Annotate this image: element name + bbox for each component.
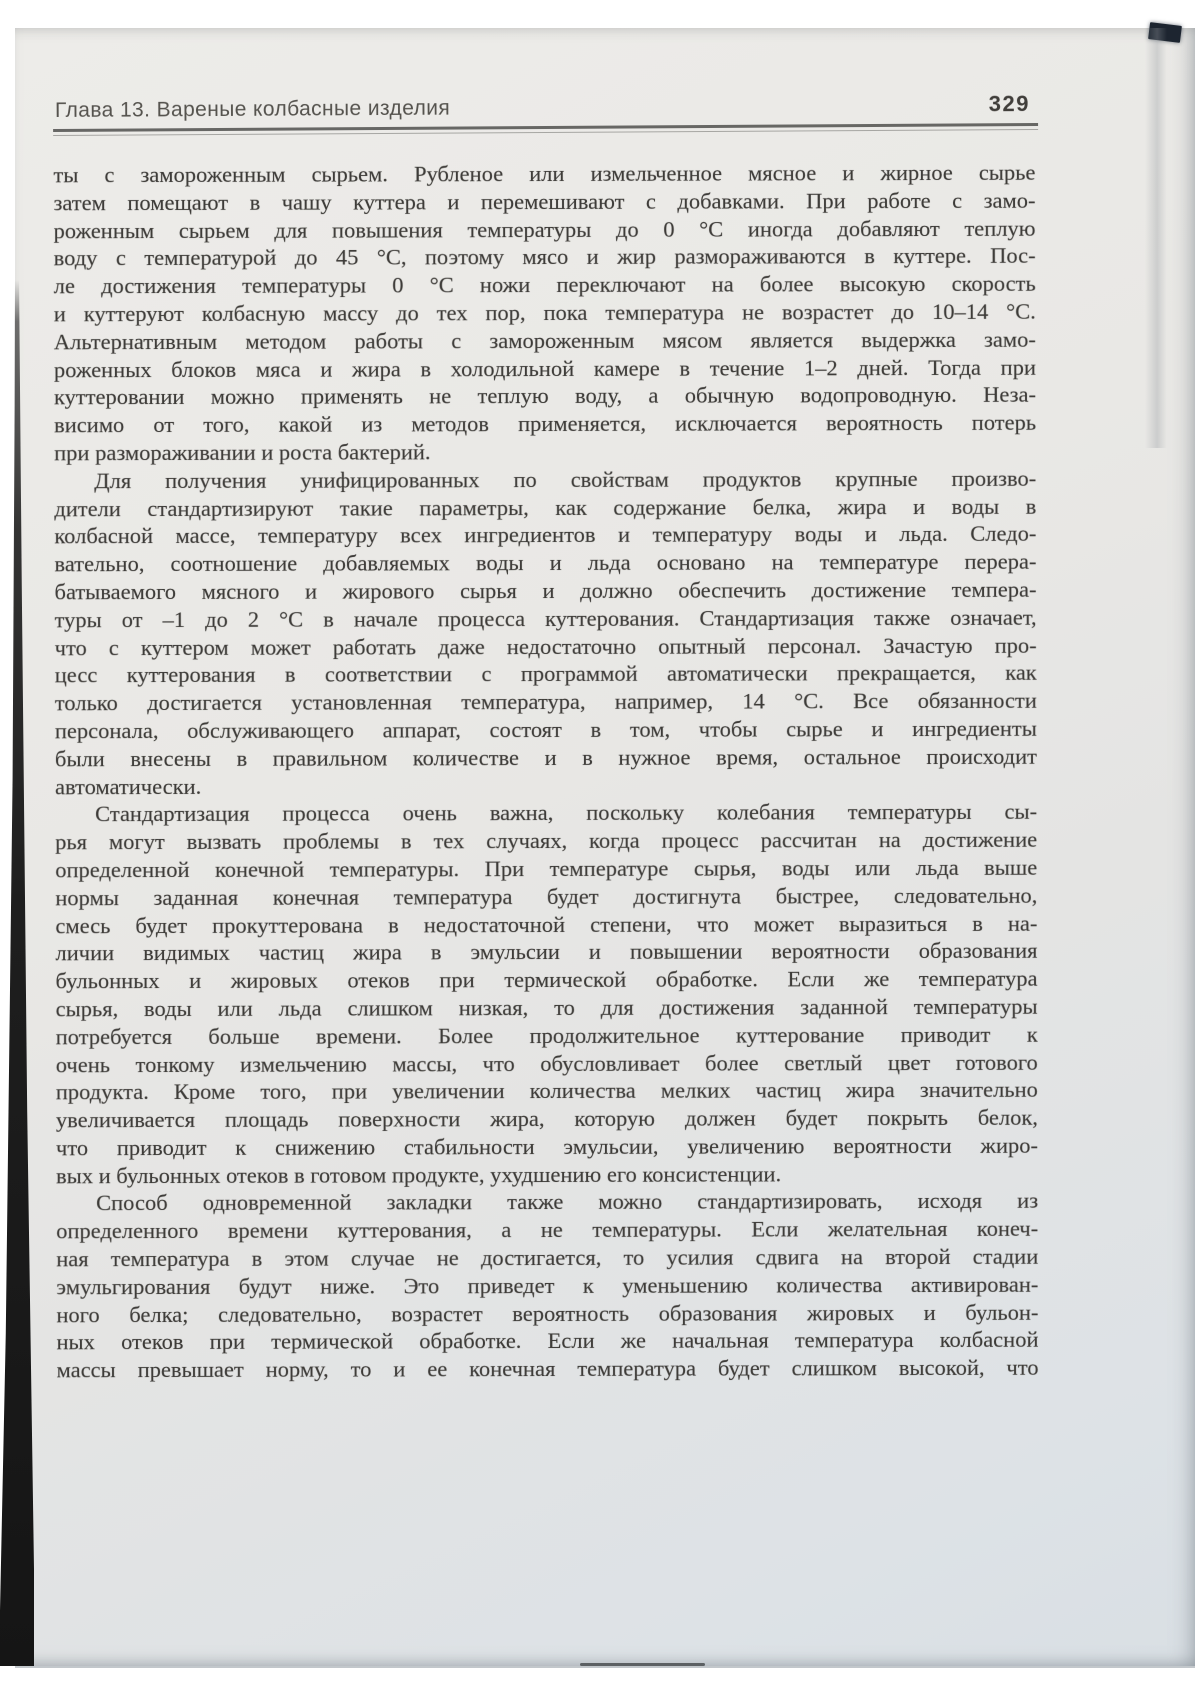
text-line: ная температура в этом случае не достигается, то усилия сдвига на второй стадии	[56, 1243, 1039, 1272]
running-head	[53, 91, 1038, 136]
text-line: персонала, обслуживающего аппарат, состоят в том, чтобы сырье и ингредиенты	[54, 715, 1037, 744]
text-line: роженным сырьем для повышения температуры до 0 °С иногда добавляют теплую	[53, 215, 1036, 243]
text-line: были внесены в правильном количестве и в нужное время, остальное происходит	[54, 743, 1037, 772]
text-line: Альтернативным методом работы с замороженным мясом является выдержка замо-	[53, 326, 1036, 355]
paragraph	[53, 159, 1036, 467]
text-line: и куттеруют колбасную массу до тех пор, пока температура не возрастет до 10–14 °С.	[53, 298, 1036, 327]
page-curl-shadow	[1145, 28, 1167, 448]
text-line: Для получения унифицированных по свойствам продуктов крупные произво-	[94, 465, 1037, 493]
text-line: продукта. Кроме того, при увеличении количества мелких частиц жира значительно	[55, 1077, 1038, 1105]
text-line: Стандартизация процесса очень важна, поскольку колебания температуры сы-	[95, 799, 1038, 827]
body-text	[53, 159, 1038, 1385]
text-line: определенной конечной температуры. При температуре сырья, воды или льда выше	[55, 854, 1038, 883]
text-line: затем помещают в чашу куттера и перемешивают с добавками. При работе с замо-	[53, 187, 1036, 216]
text-line: ного белка; следовательно, возрастет вероятность образования жировых и бульон-	[56, 1299, 1039, 1327]
text-line: увеличивается площадь поверхности жира, которую должен будет покрыть белок,	[55, 1104, 1038, 1133]
text-line: ты с замороженным сырьем. Рубленое или измельченное мясное и жирное сырье	[53, 159, 1036, 188]
text-line: нормы заданная конечная температура будет достигнута быстрее, следовательно,	[55, 882, 1038, 911]
text-line: цесс куттерования в соответствии с программой автоматически прекращается, как	[54, 660, 1037, 688]
text-line: Способ одновременной закладки также можно стандартизировать, исходя из	[96, 1188, 1039, 1216]
text-line: очень тонкому измельчению массы, что обусловливает более светлый цвет готового	[55, 1049, 1038, 1077]
page-number: 329	[988, 91, 1031, 117]
text-line: только достигается установленная температура, например, 14 °С. Все обязанности	[54, 687, 1037, 716]
text-line: воду с температурой до 45 °С, поэтому мясо и жир размораживаются в куттере. Пос-	[53, 243, 1036, 271]
text-line: бульонных и жировых отеков при термической обработке. Если же температура	[55, 965, 1038, 994]
text-line: потребуется больше времени. Более продолжительное куттерование приводит к	[55, 1021, 1038, 1049]
page-bottom-edge	[15, 1666, 1195, 1668]
text-line: вых и бульонных отеков в готовом продукте, ухудшению его консистенции.	[56, 1161, 782, 1188]
text-line: определенного времени куттерования, а не температуры. Если желательная конеч-	[56, 1215, 1039, 1244]
text-line: что с куттером может работать даже недостаточно опытный персонал. Зачастую про-	[54, 632, 1037, 660]
text-line: вательно, соотношение добавляемых воды и льда основано на температуре перера-	[54, 548, 1037, 577]
text-line: роженных блоков мяса и жира в холодильной камере в течение 1–2 дней. Тогда при	[53, 354, 1036, 382]
paragraph	[56, 1187, 1039, 1384]
text-line: автоматически.	[55, 773, 202, 799]
text-line: ных отеков при термической обработке. Если же начальная температура колбасной	[56, 1327, 1039, 1355]
text-line: ле достижения температуры 0 °С ножи переключают на более высокую скорость	[53, 270, 1036, 299]
chapter-title: Глава 13. Вареные колбасные изделия	[54, 96, 451, 122]
text-line: куттеровании можно применять не теплую воду, а обычную водопроводную. Неза-	[53, 382, 1037, 410]
text-line: массы превышает норму, то и ее конечная температура будет слишком высокой, что	[56, 1354, 1039, 1383]
text-line: дители стандартизируют такие параметры, как содержание белка, жира и воды в	[54, 493, 1037, 521]
text-line: сырья, воды или льда слишком низкая, то для достижения заданной температуры	[55, 993, 1038, 1022]
text-line: эмульгирования будут ниже. Это приведет к уменьшению количества активирован-	[56, 1271, 1039, 1300]
text-line: висимо от того, какой из методов применяется, исключается вероятность потерь	[54, 409, 1037, 438]
text-line: смесь будет прокуттерована в недостаточной степени, что может выразиться в на-	[55, 910, 1038, 938]
paragraph	[55, 798, 1038, 1190]
paragraph	[54, 464, 1037, 800]
text-line: личии видимых частиц жира в эмульсии и повышении вероятности образования	[55, 938, 1038, 966]
text-line: при размораживании и роста бактерий.	[54, 439, 431, 466]
page-sheet	[15, 28, 1195, 1666]
text-line: батываемого мясного и жирового сырья и должно обеспечить достижение темпера-	[54, 576, 1037, 605]
text-line: колбасной массе, температуру всех ингредиентов и температуру воды и льда. Следо-	[54, 521, 1037, 549]
text-line: рья могут вызвать проблемы в тех случаях, когда процесс рассчитан на достижение	[55, 826, 1038, 855]
text-line: что приводит к снижению стабильности эмульсии, увеличению вероятности жиро-	[55, 1132, 1039, 1161]
text-line: туры от –1 до 2 °С в начале процесса куттерования. Стандартизация также означает,	[54, 604, 1037, 633]
